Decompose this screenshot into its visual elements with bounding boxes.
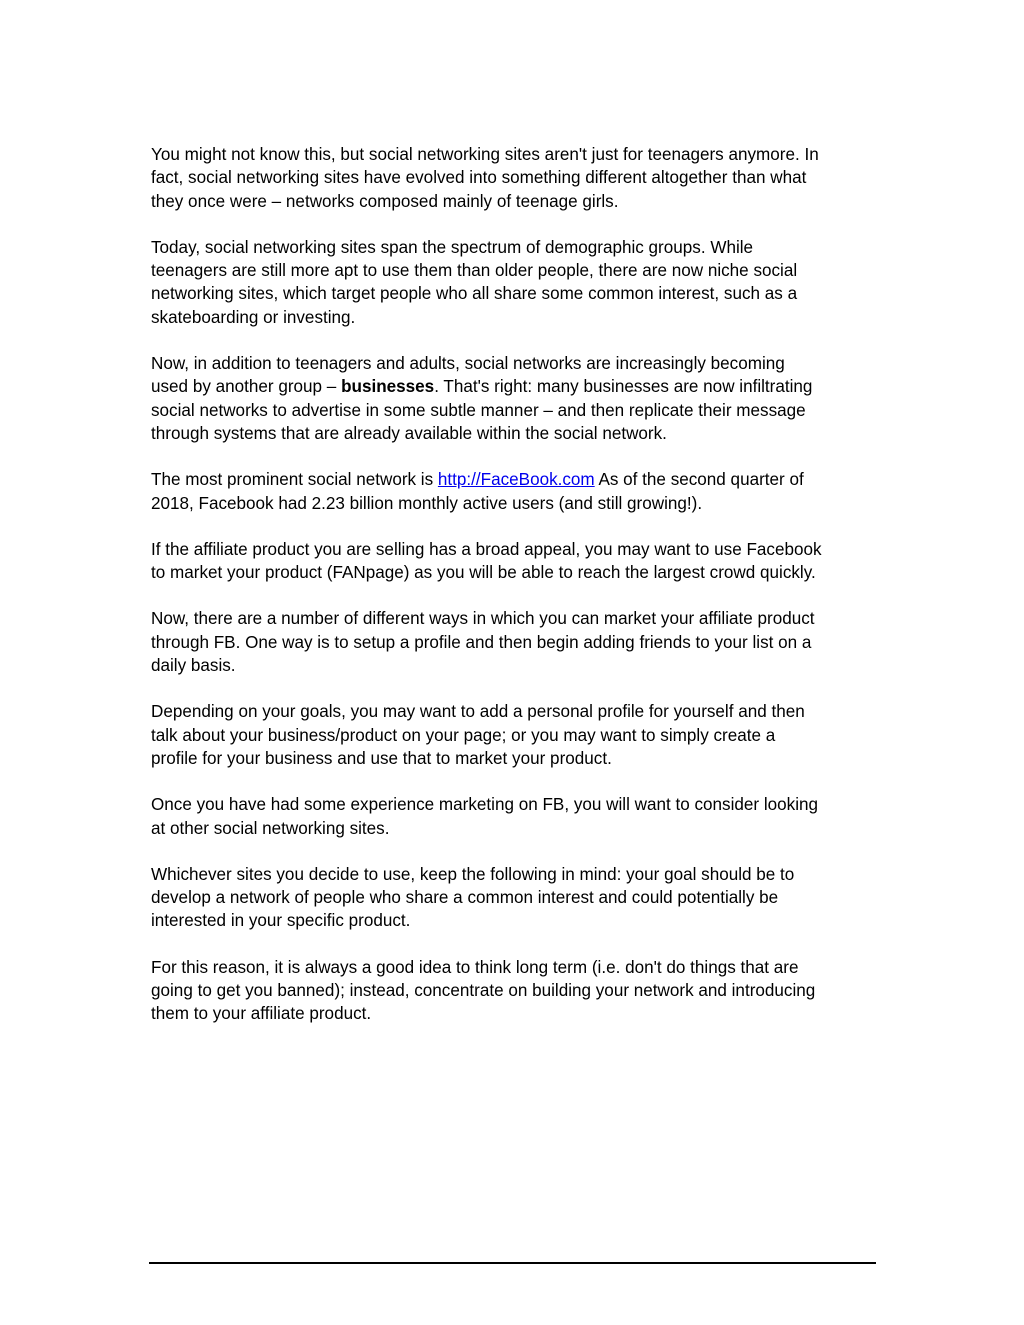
facebook-link[interactable]: http://FaceBook.com [437, 470, 595, 490]
paragraph-line: Now, in addition to teenagers and adults, social networks are increasingly becoming [151, 354, 785, 374]
paragraph-line: skateboarding or investing. [151, 307, 356, 327]
text-run: . That's right: many businesses are now infiltrating [434, 377, 813, 397]
text-run: The most prominent social network is [151, 470, 438, 490]
paragraph-line: fact, social networking sites have evolved into something different altogether than what [151, 168, 807, 188]
paragraph-line: interested in your specific product. [151, 911, 411, 931]
text-run: used by another group – [151, 377, 342, 397]
text-run: As of the second quarter of [594, 470, 804, 490]
paragraph-line: talk about your business/product on your page; or you may want to simply create a [151, 725, 776, 745]
paragraph-line: going to get you banned); instead, concentrate on building your network and introducing [151, 981, 816, 1001]
paragraph-line: Depending on your goals, you may want to add a personal profile for yourself and then [151, 702, 805, 722]
paragraph-4 [151, 468, 881, 515]
paragraph-line: For this reason, it is always a good idea to think long term (i.e. don't do things that are [151, 957, 799, 977]
paragraph-2 [151, 236, 881, 329]
paragraph-line: through FB. One way is to setup a profile and then begin adding friends to your list on a [151, 632, 812, 652]
paragraph-5 [151, 538, 881, 585]
paragraph-line [151, 468, 881, 491]
paragraph-6 [151, 607, 881, 677]
paragraph-line: they once were – networks composed mainly of teenage girls. [151, 191, 619, 211]
paragraph-1 [151, 143, 881, 213]
paragraph-line: If the affiliate product you are selling has a broad appeal, you may want to use Facebook [151, 539, 822, 559]
paragraph-7 [151, 700, 881, 770]
paragraph-line: networking sites, which target people who all share some common interest, such as a [151, 284, 798, 304]
paragraph-line: profile for your business and use that to market your product. [151, 748, 612, 768]
paragraph-8 [151, 793, 881, 840]
paragraph-line: Now, there are a number of different ways in which you can market your affiliate product [151, 609, 815, 629]
paragraph-line: Once you have had some experience marketing on FB, you will want to consider looking [151, 795, 819, 815]
paragraph-line: at other social networking sites. [151, 818, 390, 838]
paragraph-line: social networks to advertise in some subtle manner – and then replicate their message [151, 400, 806, 420]
paragraph-line: teenagers are still more apt to use them than older people, there are now niche social [151, 261, 798, 281]
paragraph-9 [151, 863, 881, 933]
paragraph-line [151, 375, 881, 398]
paragraph-line: You might not know this, but social networking sites aren't just for teenagers anymore. In [151, 145, 819, 164]
paragraph-3 [151, 352, 881, 445]
paragraph-line: Today, social networking sites span the spectrum of demographic groups. While [151, 237, 754, 257]
paragraph-line: develop a network of people who share a common interest and could potentially be [151, 888, 779, 908]
paragraph-line: to market your product (FANpage) as you will be able to reach the largest crowd quickly. [151, 563, 816, 583]
document-body [151, 143, 881, 1049]
footer-divider [149, 1262, 876, 1264]
paragraph-line: daily basis. [151, 656, 236, 676]
bold-term-businesses: businesses [341, 377, 435, 397]
paragraph-line: them to your affiliate product. [151, 1004, 372, 1024]
paragraph-10 [151, 956, 881, 1026]
paragraph-line: through systems that are already available within the social network. [151, 423, 667, 443]
paragraph-line: Whichever sites you decide to use, keep the following in mind: your goal should be to [151, 864, 795, 884]
paragraph-line: 2018, Facebook had 2.23 billion monthly active users (and still growing!). [151, 493, 703, 513]
